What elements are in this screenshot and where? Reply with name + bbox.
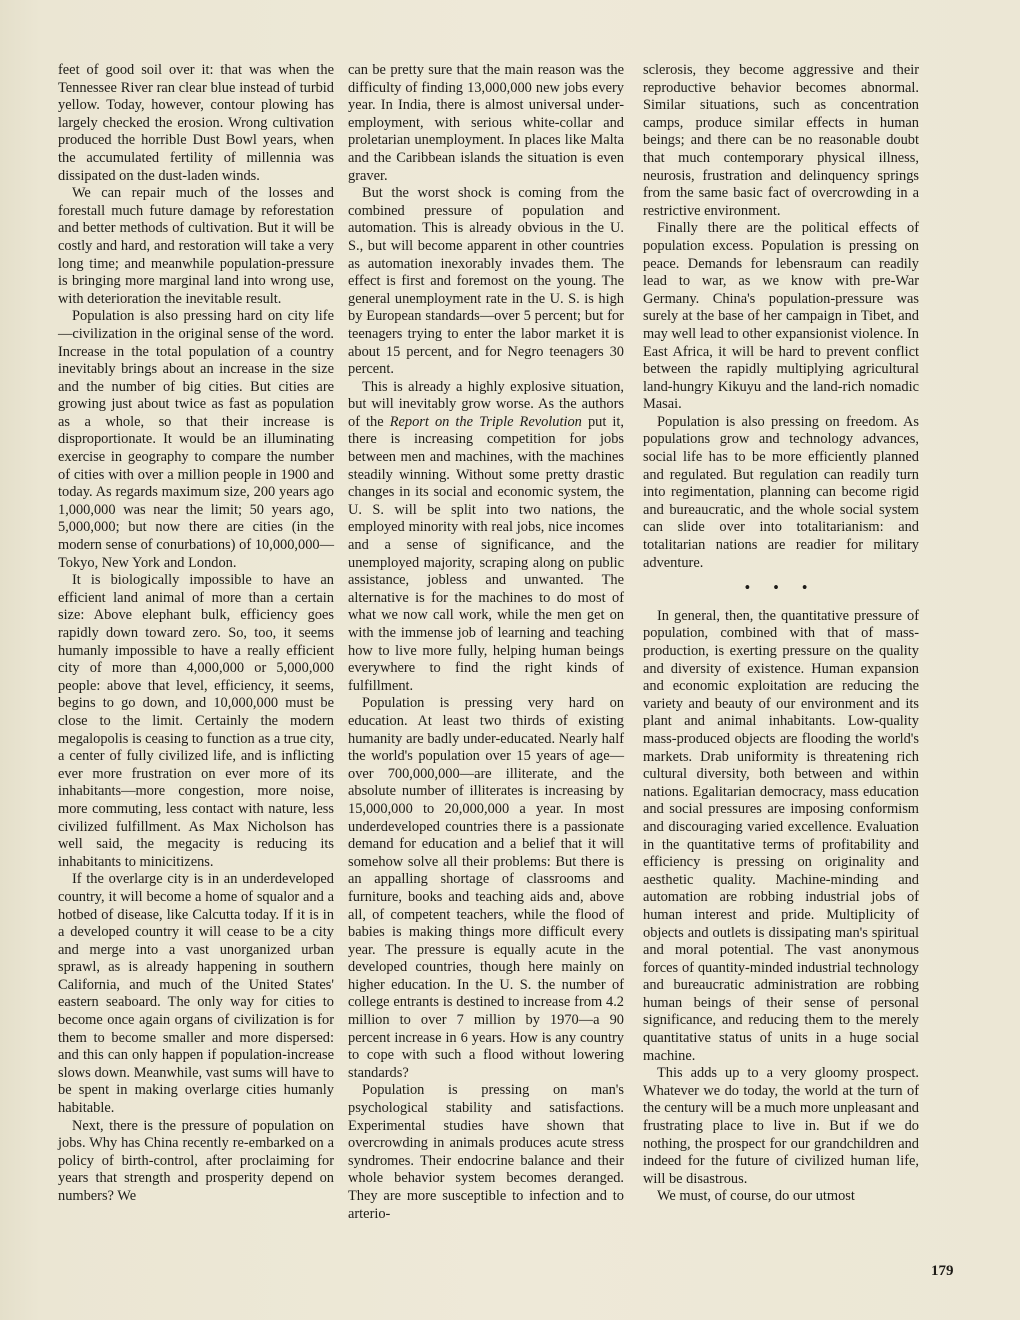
paragraph: Next, there is the pressure of population on jobs. Why has China recently re-embarked on a policy of birth-control, after proclaiming for years that strength and prosperity depend on numbers? We bbox=[58, 1117, 334, 1204]
paragraph: This is already a highly explosive situation, but will inevitably grow worse. As the authors of the Report on the Triple Revolution put it, there is increasing competition for jobs between men and machines, with the machines steadily winning. Without some pretty drastic changes in its social and economic system, the U. S. will be split into two nations, the employed minority with real jobs, nice incomes and a sense of significance, and the unemployed majority, scraping along on public assistance, jobless and unwanted. The alternative is for the machines to do most of what we now call work, while the men get on with the immense job of learning and teaching how to live more fully, helping human beings everywhere to find the right kinds of fulfillment. bbox=[348, 378, 624, 694]
paragraph: Finally there are the political effects of population excess. Population is pressing on peace. Demands for lebensraum can readily lead to war, as we know with pre-War Germany. China's population-pressure was surely at the base of her campaign in Tibet, and may well lead to other expansionist violence. In East Africa, it will be hard to prevent conflict between the rapidly multiplying agricultural land-hungry Kikuyu and the land-rich nomadic Masai. bbox=[643, 220, 919, 413]
paragraph: Population is pressing very hard on education. At least two thirds of existing humanity are badly under-educated. Nearly half the world's population over 15 years of age—over 700,000,000—are illiterate, and the absolute number of illiterates is increasing by 15,000,000 to 20,000,000 a year. In most underdeveloped countries there is a passionate demand for education and a belief that it will somehow solve all their problems: But there is an appalling shortage of classrooms and furniture, books and teaching aids and, above all, of competent teachers, while the flood of babies is making things more difficult every year. The pressure is equally acute in the developed countries, though here mainly on higher education. In the U. S. the number of college entrants is destined to increase from 4.2 million to over 7 million by 1970—a 90 percent increase in 6 years. How is any country to cope with such a flood without lowering standards? bbox=[348, 695, 624, 1081]
text-column-2 bbox=[348, 62, 624, 1223]
paragraph: It is biologically impossible to have an efficient land animal of more than a certain size: Above elephant bulk, efficiency goes rapidly down toward zero. So, too, it seems humanly impossible to have a really efficient city of more than 4,000,000 or 5,000,000 people: above that level, efficiency, it seems, begins to go down, and 10,000,000 must be close to the limit. Certainly the modern megalopolis is ceasing to function as a true city, a center of fully civilized life, and is inflicting ever more frustration on ever more of its inhabitants—more congestion, more noise, more commuting, less contact with nature, less civilized fulfillment. As Max Nicholson has well said, the megacity is reducing its inhabitants to minicitizens. bbox=[58, 572, 335, 870]
paragraph: sclerosis, they become aggressive and their reproductive behavior becomes abnormal. Similar situations, such as concentration camps, produce similar effects in human beings; and there can be no reasonable doubt that much contemporary physical illness, neurosis, frustration and delinquency springs from the same basic fact of overcrowding in a restrictive environment. bbox=[643, 62, 919, 219]
paragraph: Population is also pressing on freedom. As populations grow and technology advances, social life has to be more efficiently planned and regulated. But regulation can readily turn into regimentation, planning can become rigid and bureaucratic, and the whole social system can slide over into totalitarianism: and totalitarian nations are readier for military adventure. bbox=[643, 413, 919, 571]
paragraph: But the worst shock is coming from the combined pressure of population and automation. This is already obvious in the U. S., but will become apparent in other countries as automation inexorably invades them. The effect is first and foremost on the young. The general unemployment rate in the U. S. is high by European standards—over 5 percent; but for teenagers trying to enter the labor market it is about 15 percent, and for Negro teenagers 30 percent. bbox=[348, 185, 624, 378]
paragraph: This adds up to a very gloomy prospect. Whatever we do today, the world at the turn of the century will be a much more unpleasant and frustrating place to live in. But if we do nothing, the prospect for our grandchildren and indeed for the future of civilized human life, will be disastrous. bbox=[643, 1065, 919, 1187]
section-separator: • • • bbox=[744, 580, 818, 597]
paragraph: Population is also pressing hard on city life—civilization in the original sense of the word. Increase in the total population of a country inevitably brings about an increase in the size and the number of big cities. But cities are growing just about twice as fast as population as a whole, so that their increase is disproportionate. It would be an illuminating exercise in geography to compare the number of cities with over a million people in 1900 and today. As regards maximum size, 200 years ago 1,000,000 was near the limit; 50 years ago, 5,000,000; but now there are cities (in the modern sense of conurbations) of 10,000,000—Tokyo, New York and London. bbox=[58, 308, 334, 571]
paragraph: feet of good soil over it: that was when the Tennessee River ran clear blue instead of turbid yellow. Today, however, contour plowing has largely checked the erosion. Wrong cultivation produced the horrible Dust Bowl years, when the accumulated fertility of millennia was dissipated on the dust-laden winds. bbox=[58, 62, 334, 184]
paragraph: can be pretty sure that the main reason was the difficulty of finding 13,000,000 new jobs every year. In India, there is almost universal under-employment, with serious white-collar and proletarian unemployment. In places like Malta and the Caribbean islands the situation is even graver. bbox=[348, 62, 624, 184]
text-column-1 bbox=[58, 62, 334, 1206]
report-title: Report on the Triple Revolution bbox=[389, 413, 582, 430]
paragraph: Population is pressing on man's psychological stability and satisfactions. Experimental studies have shown that overcrowding in animals produces acute stress syndromes. Their endocrine balance and their whole behavior system becomes deranged. They are more susceptible to infection and to arterio- bbox=[348, 1082, 624, 1222]
page-number: 179 bbox=[931, 1263, 954, 1279]
paragraph: If the overlarge city is in an underdeveloped country, it will become a home of squalor and a hotbed of disease, like Calcutta today. If it is in a developed country it will cease to be a city and merge into a vast unorganized urban sprawl, as is already happening in southern California, and much of the United States' eastern seaboard. The only way for cities to become once again organs of civilization is for them to become smaller and more dispersed: and this can only happen if population-increase slows down. Meanwhile, vast sums will have to be spent in making overlarge cities humanly habitable. bbox=[58, 871, 334, 1117]
paragraph: We must, of course, do our utmost bbox=[657, 1188, 855, 1205]
paragraph: We can repair much of the losses and forestall much future damage by reforestation and better methods of cultivation. But it will be costly and hard, and restoration will take a very long time; and meanwhile population-pressure is bringing more marginal land into wrong use, with deterioration the inevitable result. bbox=[58, 185, 334, 307]
text-column-3 bbox=[643, 62, 919, 1206]
paragraph: In general, then, the quantitative pressure of population, combined with that of mass-production, is exerting pressure on the quality and diversity of existence. Human expansion and economic exploitation are reducing the variety and beauty of our environment and its plant and animal inhabitants. Low-quality mass-produced objects are flooding the world's markets. Drab uniformity is threatening rich cultural diversity, both between and within nations. Egalitarian democracy, mass education and social pressures are imposing conformism and discouraging varied excellence. Evaluation in the quantitative terms of profitability and efficiency is pressing on originality and aesthetic quality. Machine-minding and automation are robbing industrial jobs of human interest and pride. Multiplicity of objects and outlets is dissipating man's spiritual and moral potential. The vast anonymous forces of quantity-minded industrial technology and bureaucratic administration are robbing human beings of their sense of personal significance, and reducing them to the merely quantitative status of units in a huge social machine. bbox=[643, 607, 919, 1064]
